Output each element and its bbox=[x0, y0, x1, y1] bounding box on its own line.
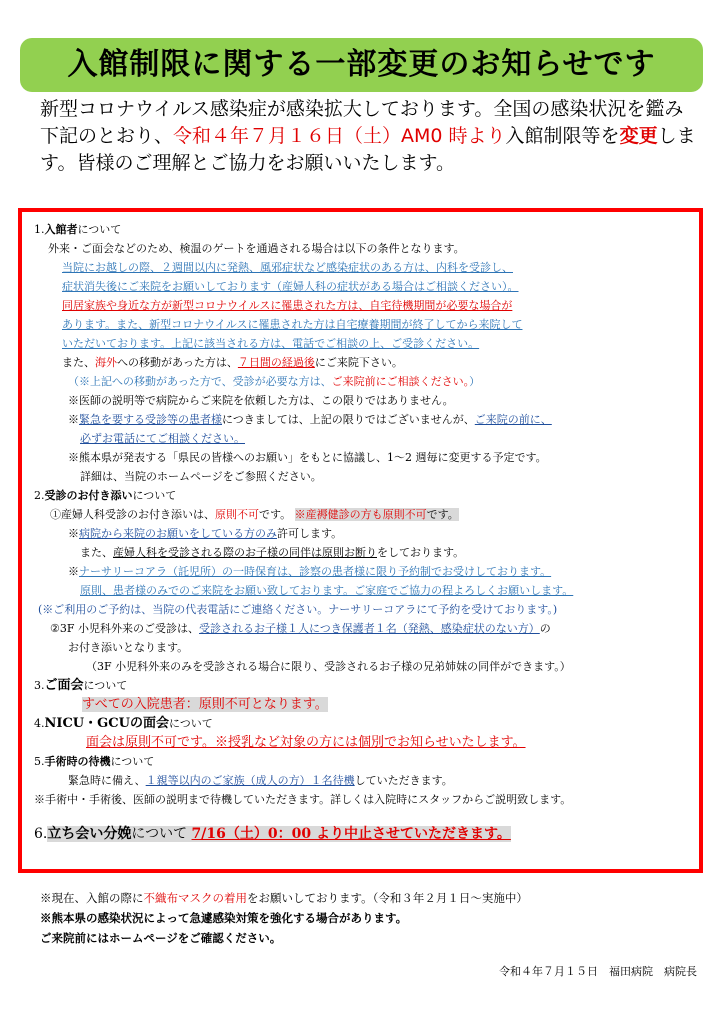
s1-line-7: また、海外への移動があった方は、７日間の経過後にご来院下さい。 bbox=[62, 356, 403, 369]
notice-box bbox=[18, 208, 703, 873]
s1-line-3: 症状消失後にご来院をお願いしております（産婦人科の症状がある場合はご相談ください）。 bbox=[62, 280, 519, 293]
s1-line-12: ※熊本県が発表する「県民の皆様へのお願い」をもとに協議し、1～2 週毎に変更する予定です。 bbox=[68, 451, 547, 464]
footer-notes bbox=[40, 888, 700, 948]
s5-line-1: 緊急時に備え、１親等以内のご家族（成人の方）１名待機していただきます。 bbox=[68, 774, 453, 787]
s2-line-4: ※ナーサリーコアラ（託児所）の一時保育は、診察の患者様に限り予約制でお受けしております。 bbox=[68, 565, 552, 578]
notice-banner: 入館制限に関する一部変更のお知らせです bbox=[20, 38, 703, 92]
section-5-heading: 5.手術時の待機について bbox=[34, 755, 155, 768]
s1-line-4: 同居家族や身近な方が新型コロナウイルスに罹患された方は、自宅待機期間が必要な場合が bbox=[62, 299, 513, 312]
s2-line-7: ②3F 小児科外来のご受診は、受診されるお子様１人につき保護者１名（発熱、感染症状のない方）の bbox=[50, 622, 551, 635]
section-6-heading: 6.立ち会い分娩について 7/16（土）0：00 より中止させていただきます。 bbox=[34, 826, 511, 842]
intro-change: 変更 bbox=[619, 125, 658, 147]
s2-line-8: お付き添いとなります。 bbox=[68, 641, 189, 654]
s1-line-11: 必ずお電話にてご相談ください。 bbox=[80, 432, 245, 445]
s1-line-8: （※上記への移動があった方で、受診が必要な方は、ご来院前にご相談ください。） bbox=[68, 375, 481, 388]
s2-line-6: (※ご利用のご予約は、当院の代表電話にご連絡ください。ナーサリーコアラにて予約を受けております。) bbox=[38, 603, 558, 616]
s3-line-1: すべての入院患者：原則不可となります。 bbox=[82, 697, 328, 712]
section-1-heading: 1.入館者について bbox=[34, 223, 122, 236]
s1-line-6: いただいております。上記に該当される方は、電話でご相談の上、ご受診ください。 bbox=[62, 337, 480, 350]
s1-line-5: あります。また、新型コロナウイルスに罹患された方は自宅療養期間が終了してから来院して bbox=[62, 318, 523, 331]
s5-line-2: ※手術中・手術後、医師の説明まで待機していただきます。詳しくは入院時にスタッフからご説明致します。 bbox=[34, 793, 572, 806]
intro-text-3: します。皆様のご理解とご協力をお願いいたします。 bbox=[40, 125, 696, 174]
notice-content bbox=[34, 220, 694, 844]
footer-line-1: ※現在、入館の際に不織布マスクの着用をお願いしております。（令和３年２月１日～実施中） bbox=[40, 891, 528, 905]
s2-line-2: ※病院から来院のお願いをしている方のみ許可します。 bbox=[68, 527, 343, 540]
s1-line-10: ※緊急を要する受診等の患者様につきましては、上記の限りではございませんが、ご来院の前に、 bbox=[68, 413, 552, 426]
s2-line-1: ①産婦人科受診のお付き添いは、原則不可です。 ※産褥健診の方も原則不可です。 bbox=[50, 508, 459, 521]
s1-line-2: 当院にお越しの際、２週間以内に発熱、風邪症状など感染症状のある方は、内科を受診し、 bbox=[62, 261, 513, 274]
s1-line-13: 詳細は、当院のホームページをご参照ください。 bbox=[80, 470, 322, 483]
s4-line-1: 面会は原則不可です。※授乳など対象の方には個別でお知らせいたします。 bbox=[86, 735, 526, 750]
section-3-heading: 3.ご面会について bbox=[34, 678, 128, 693]
footer-line-3: ご来院前にはホームページをご確認ください。 bbox=[40, 931, 282, 945]
s2-line-9: （3F 小児科外来のみを受診される場合に限り、受診されるお子様の兄弟姉妹の同伴ができます。） bbox=[86, 660, 571, 673]
section-4-heading: 4.NICU・GCUの面会について bbox=[34, 716, 213, 731]
section-2-heading: 2.受診のお付き添いについて bbox=[34, 489, 177, 502]
intro-date: 令和４年７月１６日（土）AM0 時より bbox=[173, 125, 506, 147]
s2-line-3: また、産婦人科を受診される際のお子様の同伴は原則お断りをしております。 bbox=[80, 546, 465, 559]
intro-text-2: 入館制限等を bbox=[505, 125, 620, 147]
s1-line-9: ※医師の説明等で病院からご来院を依頼した方は、この限りではありません。 bbox=[68, 394, 454, 407]
s2-line-5: 原則、患者様のみでのご来院をお願い致しております。ご家庭でご協力の程よろしくお願いします。 bbox=[80, 584, 574, 597]
intro-paragraph bbox=[40, 96, 700, 177]
intro-text: 新型コロナウイルス感染症が感染拡大しております。全国の感染状況を鑑み下記のとおり、 bbox=[40, 98, 684, 147]
issue-date-signature: 令和４年７月１５日 福田病院 病院長 bbox=[499, 965, 697, 978]
s1-line-1: 外来・ご面会などのため、検温のゲートを通過される場合は以下の条件となります。 bbox=[48, 242, 465, 255]
footer-line-2: ※熊本県の感染状況によって急遽感染対策を強化する場合があります。 bbox=[40, 911, 408, 925]
